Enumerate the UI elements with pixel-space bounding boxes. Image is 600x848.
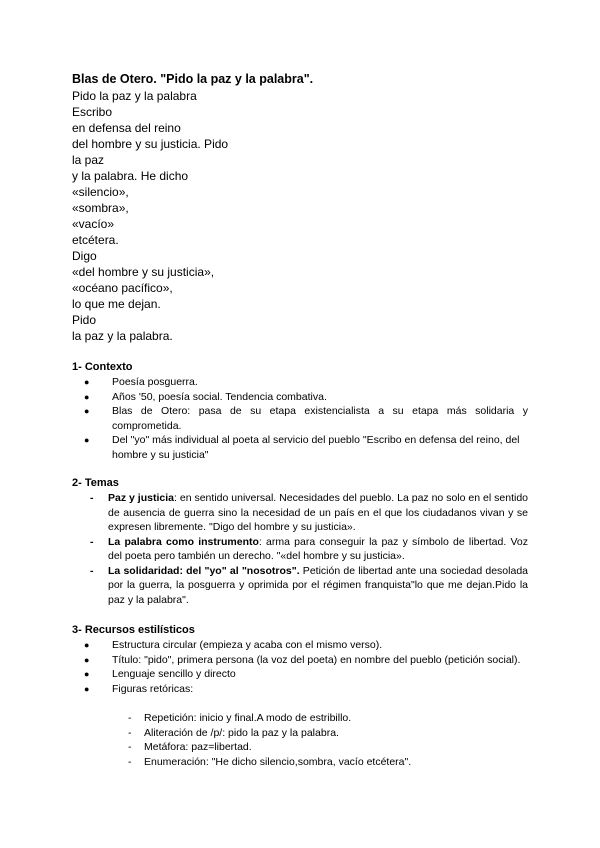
list-item: ● Título: "pido", primera persona (la voz del poeta) en nombre del pueblo (petición social). [84, 653, 521, 666]
dash-icon: - [128, 726, 132, 739]
theme-title: La palabra como instrumento [108, 535, 259, 548]
section-heading-recursos: 3- Recursos estilísticos [72, 624, 195, 636]
section-heading-temas: 2- Temas [72, 477, 119, 489]
list-item: - Enumeración: "He dicho silencio,sombra, vacío etcétera". [128, 755, 412, 768]
poem-line: Pido la paz y la palabra [72, 88, 197, 103]
bullet-dot-icon: ● [84, 435, 90, 445]
recursos-list [72, 638, 528, 696]
bullet-dot-icon: ● [84, 654, 90, 665]
poem-line: Digo [72, 248, 97, 263]
poem-line: la paz [72, 152, 105, 167]
poem-line: «silencio», [72, 184, 129, 199]
temas-list [72, 491, 528, 607]
list-item: ● Lenguaje sencillo y directo [84, 668, 236, 680]
poem-line: «del hombre y su justicia», [72, 264, 215, 279]
document-title: Blas de Otero. "Pido la paz y la palabra". [72, 72, 314, 86]
section-heading-contexto: 1- Contexto [72, 361, 133, 373]
poem-line: del hombre y su justicia. Pido [72, 136, 229, 151]
bullet-dot-icon: ● [84, 377, 90, 387]
list-item: - Metáfora: paz=libertad. [128, 741, 252, 753]
theme-text: : en sentido universal. Necesidades del pueblo. La paz no solo en el sentido de ausencia de guerra sino la necesidad de un país en el que los ciudadanos vivan y se expresen libremente. "Digo del hombre y su justicia». [108, 492, 528, 533]
figuras-list [72, 711, 528, 769]
bullet-dot-icon: ● [84, 683, 90, 694]
dash-icon: - [90, 535, 94, 548]
bullet-dot-icon: ● [84, 391, 90, 402]
poem-line: Pido [72, 312, 97, 327]
list-item: ● Del "yo" más individual al poeta al servicio del pueblo "Escribo en defensa del reino, del hombre y su justicia" [84, 434, 520, 461]
list-item: ● Figuras retóricas: [84, 682, 194, 695]
bullet-dot-icon: ● [84, 640, 90, 650]
contexto-list [72, 375, 528, 462]
theme-text: Petición de libertad ante una sociedad desolada por la guerra, la posguerra y oprimida por el régimen franquista"lo que me dejan.Pido la paz y la palabra". [108, 564, 529, 606]
poem-line: «océano pacífico», [72, 280, 173, 295]
theme-title: Paz y justicia [108, 492, 174, 504]
list-item: ● Años '50, poesía social. Tendencia combativa. [84, 390, 327, 403]
theme-text: : arma para conseguir la paz y símbolo de libertad. Voz del poeta pero también un derecho. "«del hombre y su justicia». [108, 535, 528, 562]
poem-line: «sombra», [72, 200, 129, 215]
list-item [72, 535, 528, 564]
poem [72, 88, 228, 344]
poem-line: y la palabra. He dicho [72, 168, 189, 183]
poem-line: lo que me dejan. [72, 296, 161, 311]
list-item: ● Blas de Otero: pasa de su etapa existencialista a su etapa más solidaria y comprometida. [84, 405, 528, 432]
poem-line: etcétera. [72, 232, 119, 247]
list-item: ● Poesía posguerra. [84, 376, 198, 388]
bullet-dot-icon: ● [84, 669, 90, 679]
dash-icon: - [90, 564, 94, 577]
dash-icon: - [90, 492, 94, 504]
dash-icon: - [128, 712, 132, 724]
list-item [72, 564, 528, 608]
dash-icon: - [128, 755, 132, 768]
poem-line: Escribo [72, 104, 113, 119]
list-item: - Repetición: inicio y final.A modo de estribillo. [128, 712, 352, 724]
dash-icon: - [128, 741, 132, 753]
list-item [72, 491, 528, 535]
list-item: ● Estructura circular (empieza y acaba con el mismo verso). [84, 639, 383, 651]
poem-line: en defensa del reino [72, 120, 181, 135]
poem-line: la paz y la palabra. [72, 328, 173, 343]
theme-title: La solidaridad: del "yo" al "nosotros". [108, 564, 300, 577]
poem-line: «vacío» [72, 216, 115, 231]
list-item: - Aliteración de /p/: pido la paz y la palabra. [128, 726, 339, 739]
bullet-dot-icon: ● [84, 406, 90, 416]
